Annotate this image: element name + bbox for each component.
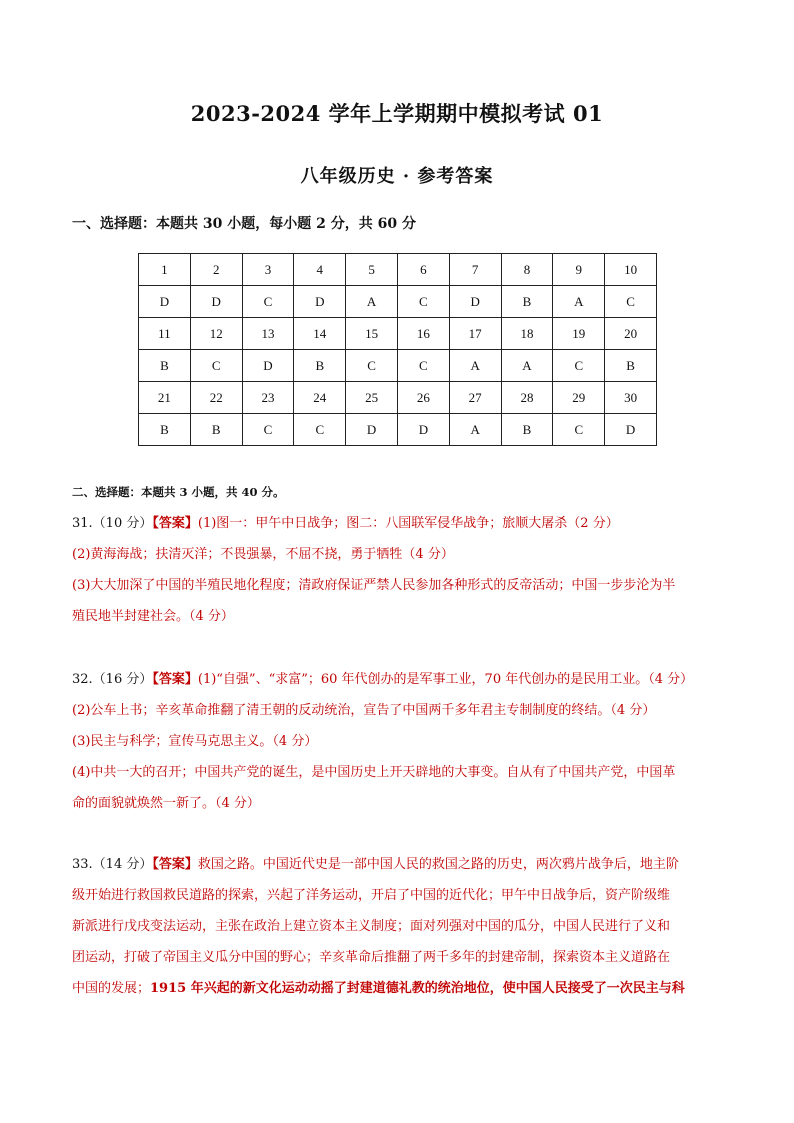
question-number-cell: 5 [346, 254, 398, 286]
question-number-cell: 15 [346, 318, 398, 350]
question-number-cell: 25 [346, 382, 398, 414]
answer-cell: C [605, 286, 657, 318]
question-number-cell: 29 [553, 382, 605, 414]
question-number-cell: 1 [139, 254, 191, 286]
answer-cell: D [139, 286, 191, 318]
answer-cell: A [553, 286, 605, 318]
answer-cell: D [242, 350, 294, 382]
question-number-cell: 28 [501, 382, 553, 414]
answer-row [139, 286, 657, 318]
q33-line-3: 新派进行戊戌变法运动，主张在政治上建立资本主义制度；面对列强对中国的瓜分，中国人民进行了义和 [72, 919, 671, 934]
question-number-cell: 2 [190, 254, 242, 286]
answer-row [139, 414, 657, 446]
question-number-cell: 27 [449, 382, 501, 414]
answer-cell: C [553, 350, 605, 382]
answer-cell: A [449, 350, 501, 382]
question-number-cell: 20 [605, 318, 657, 350]
answer-cell: C [397, 286, 449, 318]
answer-cell: B [501, 414, 553, 446]
question-number-cell: 23 [242, 382, 294, 414]
question-number-cell: 14 [294, 318, 346, 350]
answer-cell: C [553, 414, 605, 446]
question-number-cell: 26 [397, 382, 449, 414]
q32-line-3: (3)民主与科学；宣传马克思主义。（4 分） [72, 734, 318, 749]
q33-text-5b: 1915 年兴起的新文化运动动摇了封建道德礼教的统治地位，使中国人民接受了一次民主与科 [150, 981, 685, 996]
q33-line-4: 团运动，打破了帝国主义瓜分中国的野心；辛亥革命后推翻了两千多年的封建帝制，探索资本主义道路在 [72, 950, 671, 965]
answer-cell: C [242, 286, 294, 318]
q33-answer-tag: 【答案】 [152, 857, 198, 872]
question-number-cell: 22 [190, 382, 242, 414]
question-number-cell: 10 [605, 254, 657, 286]
section-heading-choice: 一、选择题：本题共 30 小题，每小题 2 分，共 60 分 [72, 216, 416, 232]
answer-cell: B [294, 350, 346, 382]
answer-table [138, 253, 657, 446]
q31-line-4: 殖民地半封建社会。（4 分） [72, 609, 234, 624]
question-number-cell: 7 [449, 254, 501, 286]
q32-answer-tag: 【答案】 [152, 672, 198, 687]
answer-cell: D [605, 414, 657, 446]
question-number-cell: 6 [397, 254, 449, 286]
answer-cell: A [449, 414, 501, 446]
q31-line-2: (2)黄海海战；扶清灭洋；不畏强暴，不屈不挠，勇于牺牲（4 分） [72, 547, 454, 562]
answer-cell: C [397, 350, 449, 382]
question-number-cell: 21 [139, 382, 191, 414]
answer-cell: B [139, 350, 191, 382]
q31-number: 31.（10 分） [72, 516, 153, 531]
answer-cell: B [501, 286, 553, 318]
answer-cell: A [346, 286, 398, 318]
question-number-cell: 19 [553, 318, 605, 350]
q33-number: 33.（14 分） [72, 857, 153, 872]
q31-line-1 [72, 508, 724, 539]
question-number-cell: 11 [139, 318, 191, 350]
q32-line-5: 命的面貌就焕然一新了。（4 分） [72, 796, 260, 811]
question-number-cell: 13 [242, 318, 294, 350]
question-number-cell: 8 [501, 254, 553, 286]
q33-line-5 [72, 973, 724, 1004]
q33-text-1: 救国之路。中国近代史是一部中国人民的救国之路的历史，两次鸦片战争后，地主阶 [197, 857, 679, 872]
answer-row [139, 350, 657, 382]
answer-cell: B [190, 414, 242, 446]
answer-cell: D [294, 286, 346, 318]
q32-line-2: (2)公车上书；辛亥革命推翻了清王朝的反动统治，宣告了中国两千多年君主专制制度的终结。（4 分） [72, 703, 656, 718]
q31-line-3: (3)大大加深了中国的半殖民地化程度；清政府保证严禁人民参加各种形式的反帝活动；中国一步步沦为半 [72, 578, 676, 593]
q33-line-1 [72, 849, 724, 880]
question-number-cell: 30 [605, 382, 657, 414]
q31-answer-tag: 【答案】 [152, 516, 198, 531]
answer-cell: C [294, 414, 346, 446]
answer-cell: D [397, 414, 449, 446]
page-subtitle: 八年级历史 · 参考答案 [300, 166, 494, 187]
question-number-row [139, 254, 657, 286]
question-number-cell: 24 [294, 382, 346, 414]
question-number-cell: 4 [294, 254, 346, 286]
answer-cell: A [501, 350, 553, 382]
answer-cell: C [346, 350, 398, 382]
question-number-cell: 12 [190, 318, 242, 350]
answer-cell: D [346, 414, 398, 446]
q32-line-4: (4)中共一大的召开；中国共产党的诞生，是中国历史上开天辟地的大事变。自从有了中国共产党，中国革 [72, 765, 676, 780]
question-number-cell: 9 [553, 254, 605, 286]
answer-cell: C [190, 350, 242, 382]
page-title: 2023-2024 学年上学期期中模拟考试 01 [190, 101, 604, 126]
q31-text-1: (1)图一：甲午中日战争；图二：八国联军侵华战争；旅顺大屠杀（2 分） [197, 516, 619, 531]
question-number-cell: 18 [501, 318, 553, 350]
q32-line-1 [72, 664, 724, 695]
question-number-row [139, 382, 657, 414]
question-number-cell: 16 [397, 318, 449, 350]
answer-cell: B [139, 414, 191, 446]
question-number-cell: 3 [242, 254, 294, 286]
q33-line-2: 级开始进行救国救民道路的探索，兴起了洋务运动，开启了中国的近代化；甲午中日战争后，资产阶级维 [72, 888, 671, 903]
answer-cell: D [449, 286, 501, 318]
answer-cell: C [242, 414, 294, 446]
section-heading-essay: 二、选择题：本题共 3 小题，共 40 分。 [72, 485, 285, 499]
q32-number: 32.（16 分） [72, 672, 153, 687]
answer-cell: D [190, 286, 242, 318]
question-number-cell: 17 [449, 318, 501, 350]
q32-text-1: (1)“自强”、“求富”；60 年代创办的是军事工业，70 年代创办的是民用工业。（4 分） [197, 672, 694, 687]
answer-cell: B [605, 350, 657, 382]
q33-text-5a: 中国的发展； [72, 981, 151, 996]
question-number-row [139, 318, 657, 350]
